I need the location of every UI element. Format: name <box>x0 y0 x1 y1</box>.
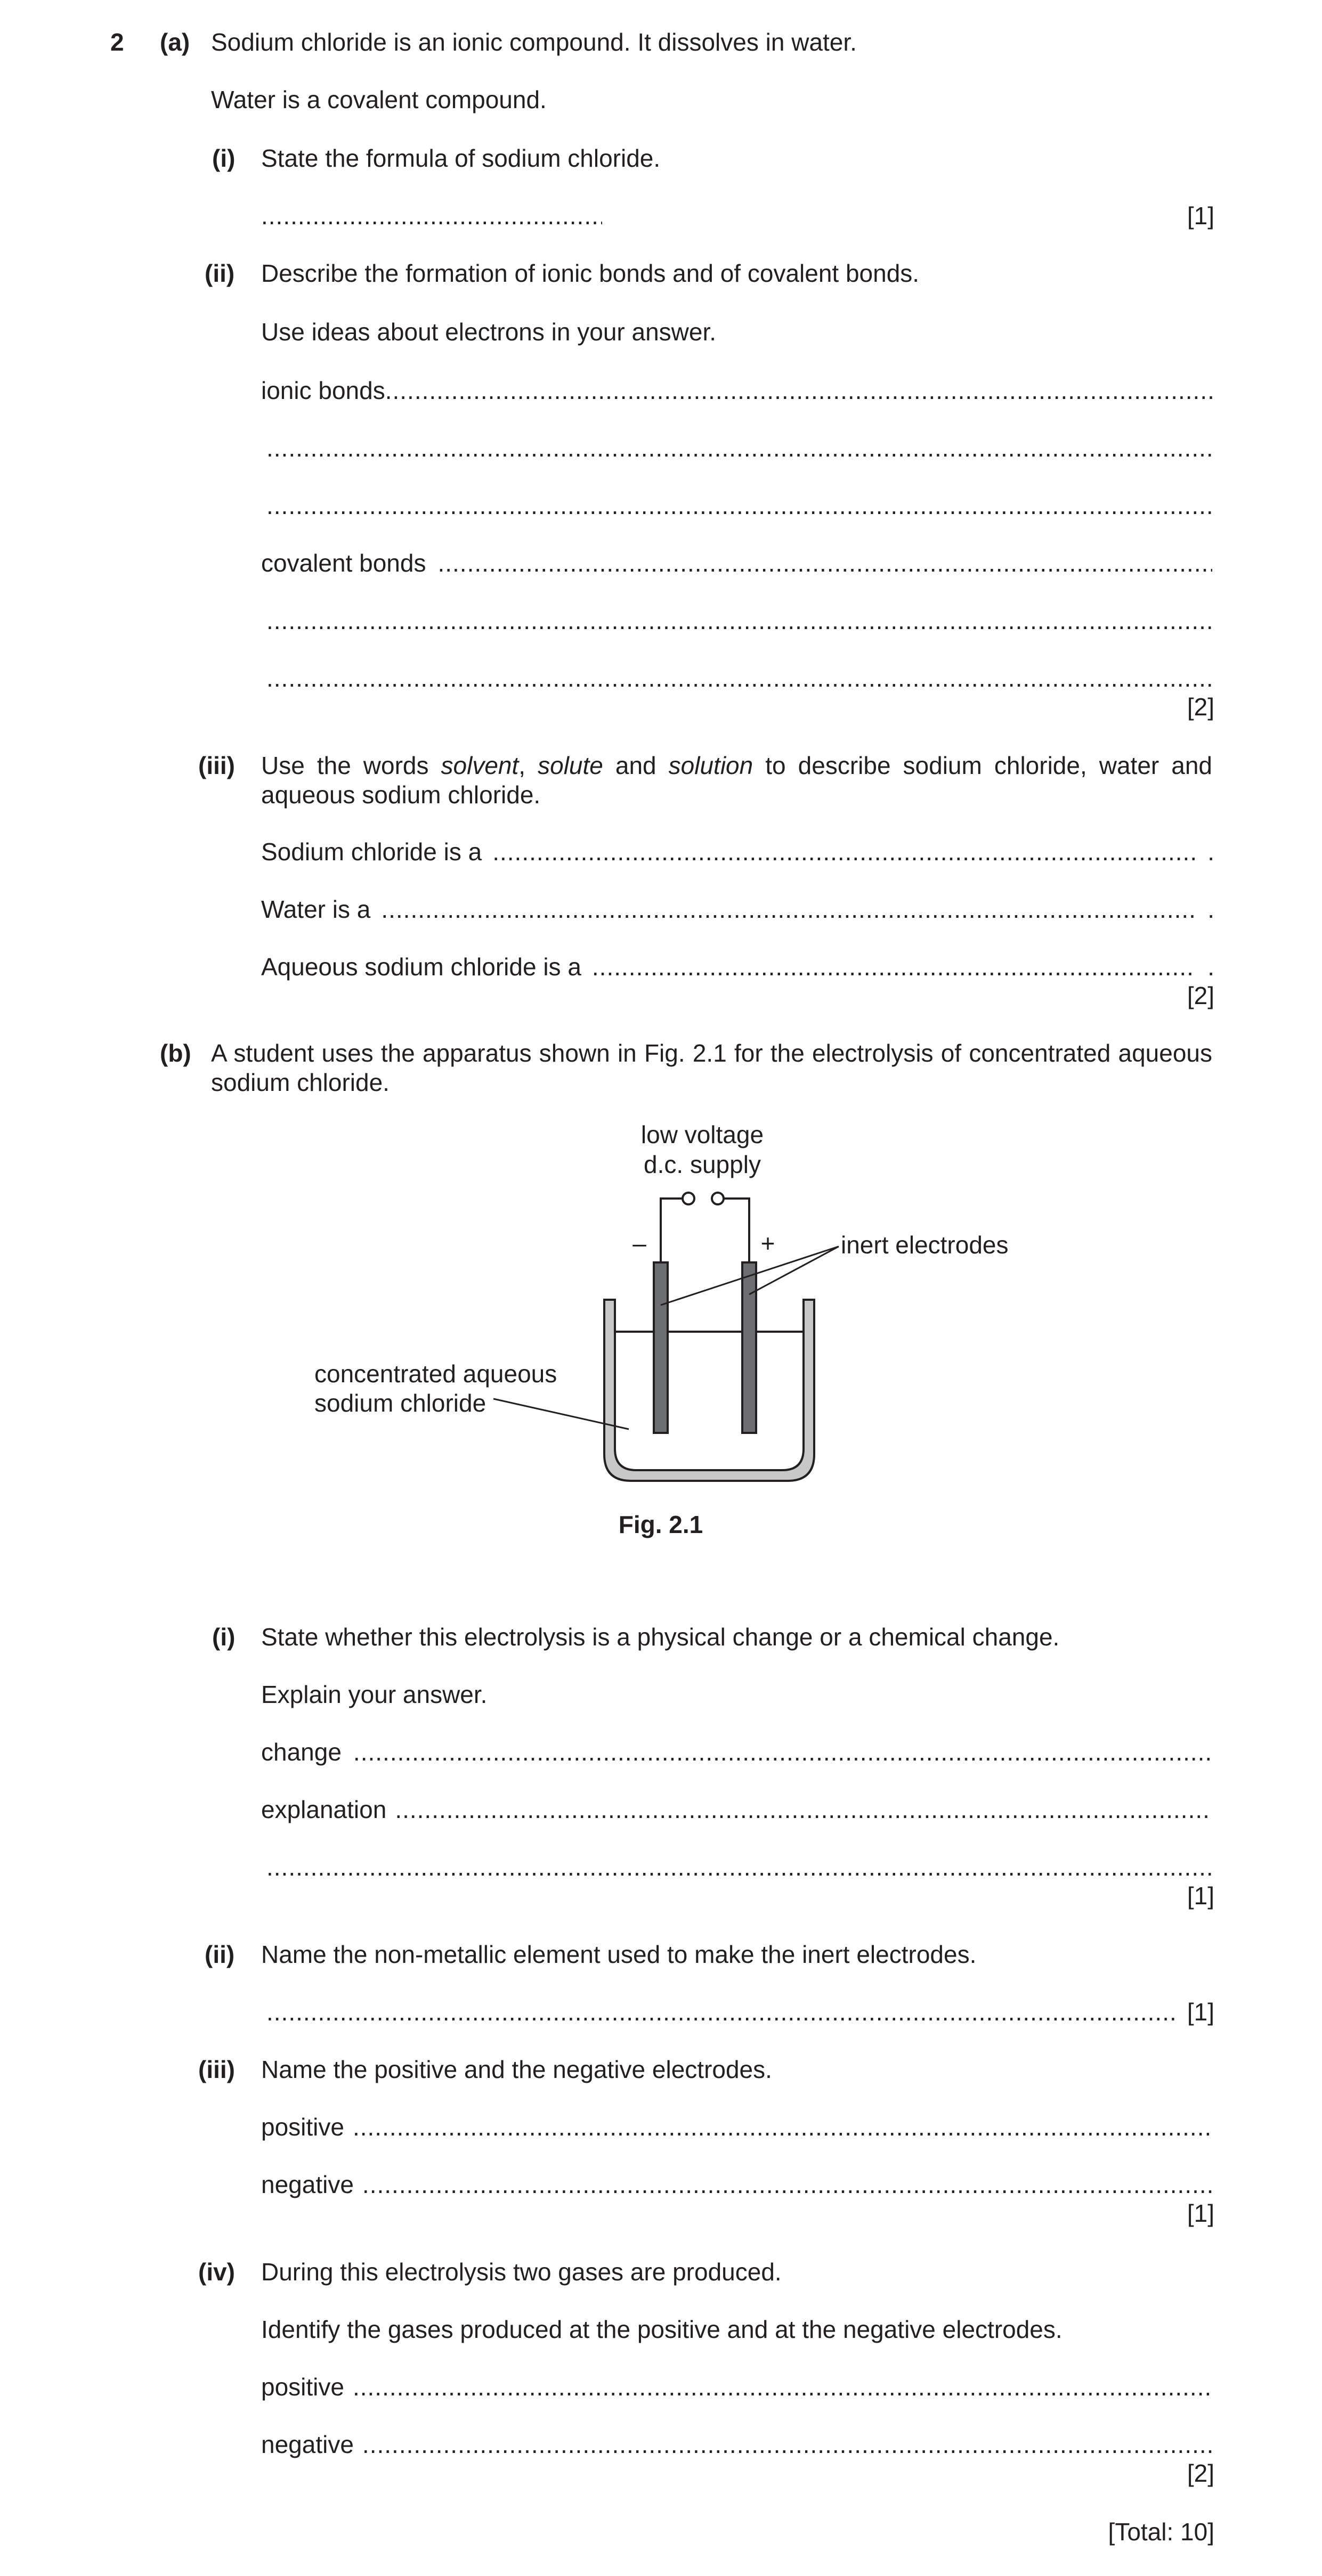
a-i-answer-line[interactable] <box>261 201 602 237</box>
solution-label-line-2: sodium chloride <box>314 1389 486 1417</box>
b-iii-label: (iii) <box>198 2056 235 2083</box>
word-solute: solute <box>538 752 603 779</box>
positive-terminal-icon <box>712 1193 724 1204</box>
total-mark: [Total: 10] <box>1108 2518 1214 2546</box>
beaker-icon <box>604 1300 814 1481</box>
a-iii-separator-2: and <box>603 752 669 779</box>
covalent-answer-line-2[interactable] <box>266 606 1212 635</box>
b-i-mark: [1] <box>1187 1882 1214 1910</box>
b-iii-positive-label: positive <box>261 2113 344 2141</box>
word-solution: solution <box>668 752 753 779</box>
a-iii-question <box>261 751 1212 810</box>
water-label: Water is a <box>261 895 371 923</box>
negative-electrode <box>654 1262 668 1433</box>
supply-label-line-2: d.c. supply <box>644 1151 761 1178</box>
a-i-mark: [1] <box>1187 202 1214 230</box>
electrolysis-figure <box>0 1113 1322 1566</box>
b-i-label: (i) <box>212 1623 236 1651</box>
aqueous-end: . <box>1207 953 1214 981</box>
question-number: 2 <box>110 28 124 56</box>
b-iv-positive-label: positive <box>261 2373 344 2401</box>
b-i-explain: Explain your answer. <box>261 1681 488 1708</box>
b-iv-question: Identify the gases produced at the positive and at the negative electrodes. <box>261 2316 1063 2343</box>
water-end: . <box>1207 895 1214 923</box>
change-label: change <box>261 1738 342 1766</box>
figure-caption: Fig. 2.1 <box>618 1511 703 1538</box>
b-iv-negative-label: negative <box>261 2431 354 2458</box>
b-ii-mark: [1] <box>1187 1998 1214 2026</box>
covalent-bonds-label: covalent bonds <box>261 549 426 577</box>
electrodes-label: inert electrodes <box>841 1231 1009 1259</box>
a-ii-label: (ii) <box>205 259 235 287</box>
positive-electrode <box>742 1262 756 1433</box>
b-iii-mark: [1] <box>1187 2199 1214 2227</box>
b-iv-mark: [2] <box>1187 2459 1214 2487</box>
explanation-row[interactable] <box>261 1795 1212 1824</box>
change-row[interactable] <box>261 1738 1212 1767</box>
b-iv-positive-row[interactable] <box>261 2373 1212 2402</box>
b-ii-question: Name the non-metallic element used to make the inert electrodes. <box>261 1941 977 1968</box>
part-a-intro-1: Sodium chloride is an ionic compound. It dissolves in water. <box>211 28 857 56</box>
plus-sign: + <box>760 1229 775 1257</box>
sodium-chloride-row[interactable] <box>261 837 1214 867</box>
explanation-line-2[interactable] <box>266 1853 1212 1882</box>
b-iii-positive-row[interactable] <box>261 2113 1212 2142</box>
part-a-label: (a) <box>160 28 190 56</box>
a-iii-separator-1: , <box>518 752 538 779</box>
minus-sign: – <box>632 1229 646 1257</box>
b-ii-answer-line[interactable] <box>266 1998 1178 2027</box>
part-b-intro: A student uses the apparatus shown in Fig. 2.1 for the electrolysis of concentrated aqueous sodium chloride. <box>211 1039 1212 1096</box>
water-row[interactable] <box>261 895 1214 924</box>
negative-terminal-icon <box>683 1193 694 1204</box>
supply-label-line-1: low voltage <box>640 1121 764 1148</box>
a-i-question: State the formula of sodium chloride. <box>261 144 661 172</box>
b-iv-statement: During this electrolysis two gases are produced. <box>261 2258 782 2286</box>
negative-wire <box>661 1199 682 1262</box>
part-a-intro-2: Water is a covalent compound. <box>211 86 547 113</box>
a-iii-mark: [2] <box>1187 982 1214 1009</box>
a-iii-question-start: Use the words <box>261 752 441 779</box>
sodium-chloride-end: . <box>1207 838 1214 866</box>
positive-wire <box>723 1199 749 1262</box>
b-iii-negative-row[interactable] <box>261 2170 1212 2199</box>
part-b-label: (b) <box>160 1039 191 1067</box>
covalent-answer-line-3[interactable] <box>266 664 1212 693</box>
a-ii-hint: Use ideas about electrons in your answer. <box>261 318 717 346</box>
explanation-label: explanation <box>261 1796 387 1823</box>
aqueous-row[interactable] <box>261 952 1214 982</box>
ionic-bonds-label: ionic bonds <box>261 377 385 404</box>
covalent-bonds-row[interactable] <box>261 549 1212 578</box>
sodium-chloride-label: Sodium chloride is a <box>261 838 482 866</box>
a-iii-question-end: to describe sodium chloride, water and aqueous sodium chloride. <box>261 752 1213 809</box>
b-i-question: State whether this electrolysis is a physical change or a chemical change. <box>261 1623 1060 1651</box>
b-ii-label: (ii) <box>205 1941 235 1968</box>
word-solvent: solvent <box>441 752 519 779</box>
b-iii-question: Name the positive and the negative electrodes. <box>261 2056 772 2083</box>
aqueous-label: Aqueous sodium chloride is a <box>261 953 581 981</box>
a-iii-label: (iii) <box>198 752 235 779</box>
a-ii-question: Describe the formation of ionic bonds and of covalent bonds. <box>261 259 920 287</box>
b-iv-negative-row[interactable] <box>261 2430 1212 2459</box>
ionic-answer-line-3[interactable] <box>266 491 1212 520</box>
b-iii-negative-label: negative <box>261 2171 354 2198</box>
ionic-answer-line-2[interactable] <box>266 434 1212 463</box>
a-i-label: (i) <box>212 144 236 172</box>
b-iv-label: (iv) <box>198 2258 235 2286</box>
ionic-bonds-row[interactable] <box>261 376 1212 405</box>
solution-label-line-1: concentrated aqueous <box>314 1360 557 1388</box>
a-ii-mark: [2] <box>1187 693 1214 721</box>
